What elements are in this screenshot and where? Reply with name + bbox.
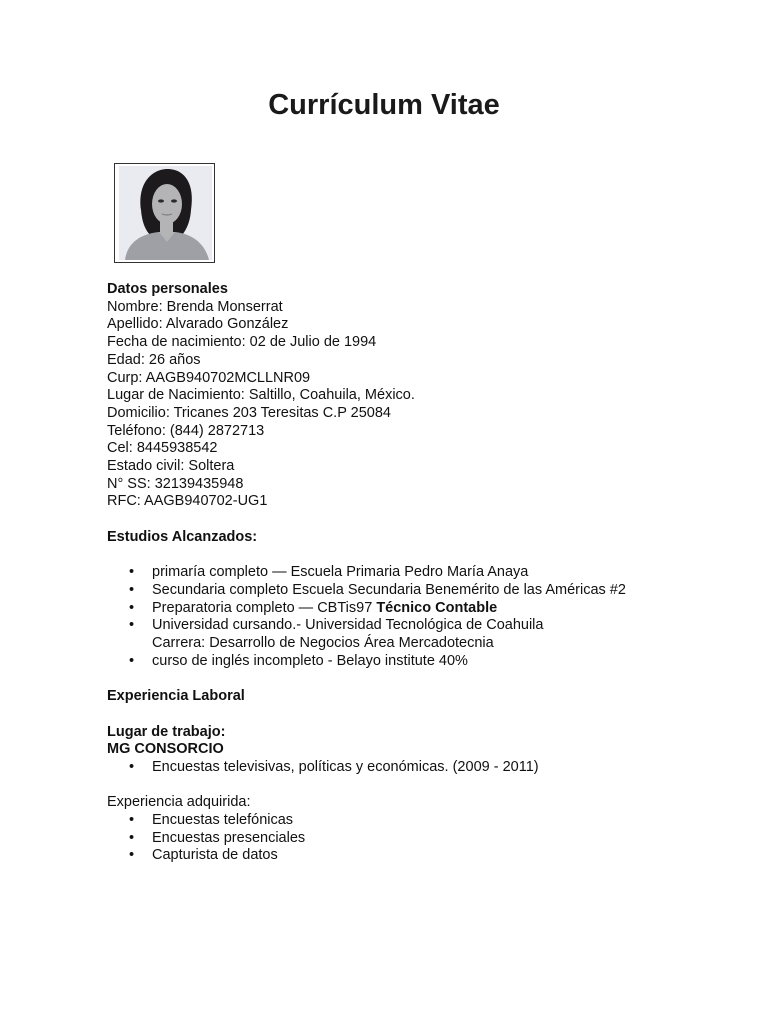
studies-item-text: Preparatoria completo — CBTis97: [152, 599, 377, 616]
acquired-experience-label: Experiencia adquirida:: [107, 794, 251, 811]
workplace-label: Lugar de trabajo:: [107, 723, 226, 740]
personal-line-social-security: N° SS: 32139435948: [107, 475, 244, 492]
photo-left-eye: [158, 199, 164, 202]
personal-data-list: [107, 299, 727, 511]
personal-line-rfc: RFC: AAGB940702-UG1: [107, 493, 268, 510]
portrait-illustration: [119, 166, 212, 260]
acquired-experience-list: [107, 812, 727, 865]
acquired-item: • Encuestas telefónicas: [107, 812, 727, 830]
personal-data-heading: Datos personales: [107, 281, 228, 297]
personal-line-civil-status: Estado civil: Soltera: [107, 458, 235, 475]
studies-item-emphasis: Técnico Contable: [376, 599, 498, 616]
studies-list: [107, 564, 727, 635]
studies-item: [107, 600, 727, 618]
document-title: Currículum Vitae: [268, 89, 500, 121]
studies-item-text: primaría completo — Escuela Primaria Pedro María Anaya: [152, 564, 529, 581]
studies-item: [107, 564, 727, 582]
studies-item: [107, 582, 727, 600]
profile-photo: [119, 166, 212, 260]
resume-content: [107, 281, 727, 865]
studies-item: [107, 653, 727, 671]
studies-list-continued: [107, 653, 727, 671]
job-list: [107, 759, 727, 777]
studies-heading: Estudios Alcanzados:: [107, 528, 258, 545]
acquired-item: • Capturista de datos: [107, 847, 727, 865]
studies-item: [107, 617, 727, 635]
acquired-item: • Encuestas presenciales: [107, 830, 727, 848]
studies-item-text: curso de inglés incompleto - Belayo institute 40%: [152, 652, 468, 669]
personal-line-surname: Apellido: Alvarado González: [107, 316, 289, 333]
personal-line-address: Domicilio: Tricanes 203 Teresitas C.P 25084: [107, 404, 391, 421]
profile-photo-frame: [114, 163, 215, 263]
personal-line-age: Edad: 26 años: [107, 351, 201, 368]
studies-item-text: Secundaria completo Escuela Secundaria Benemérito de las Américas #2: [152, 581, 626, 598]
experience-heading: Experiencia Laboral: [107, 688, 245, 705]
company-name: MG CONSORCIO: [107, 741, 224, 758]
job-item: • Encuestas televisivas, políticas y económicas. (2009 - 2011): [107, 759, 727, 777]
personal-line-birthdate: Fecha de nacimiento: 02 de Julio de 1994: [107, 334, 377, 351]
studies-item-continuation: Carrera: Desarrollo de Negocios Área Mercadotecnia: [152, 635, 494, 652]
studies-item-text: Universidad cursando.- Universidad Tecnológica de Coahuila: [152, 617, 544, 634]
personal-line-name: Nombre: Brenda Monserrat: [107, 298, 283, 315]
personal-line-birthplace: Lugar de Nacimiento: Saltillo, Coahuila, México.: [107, 387, 415, 404]
photo-right-eye: [171, 199, 177, 202]
photo-face: [152, 184, 182, 224]
personal-line-curp: Curp: AAGB940702MCLLNR09: [107, 369, 311, 386]
personal-line-phone: Teléfono: (844) 2872713: [107, 422, 265, 439]
personal-line-cell: Cel: 8445938542: [107, 440, 218, 457]
photo-neck: [160, 220, 173, 234]
